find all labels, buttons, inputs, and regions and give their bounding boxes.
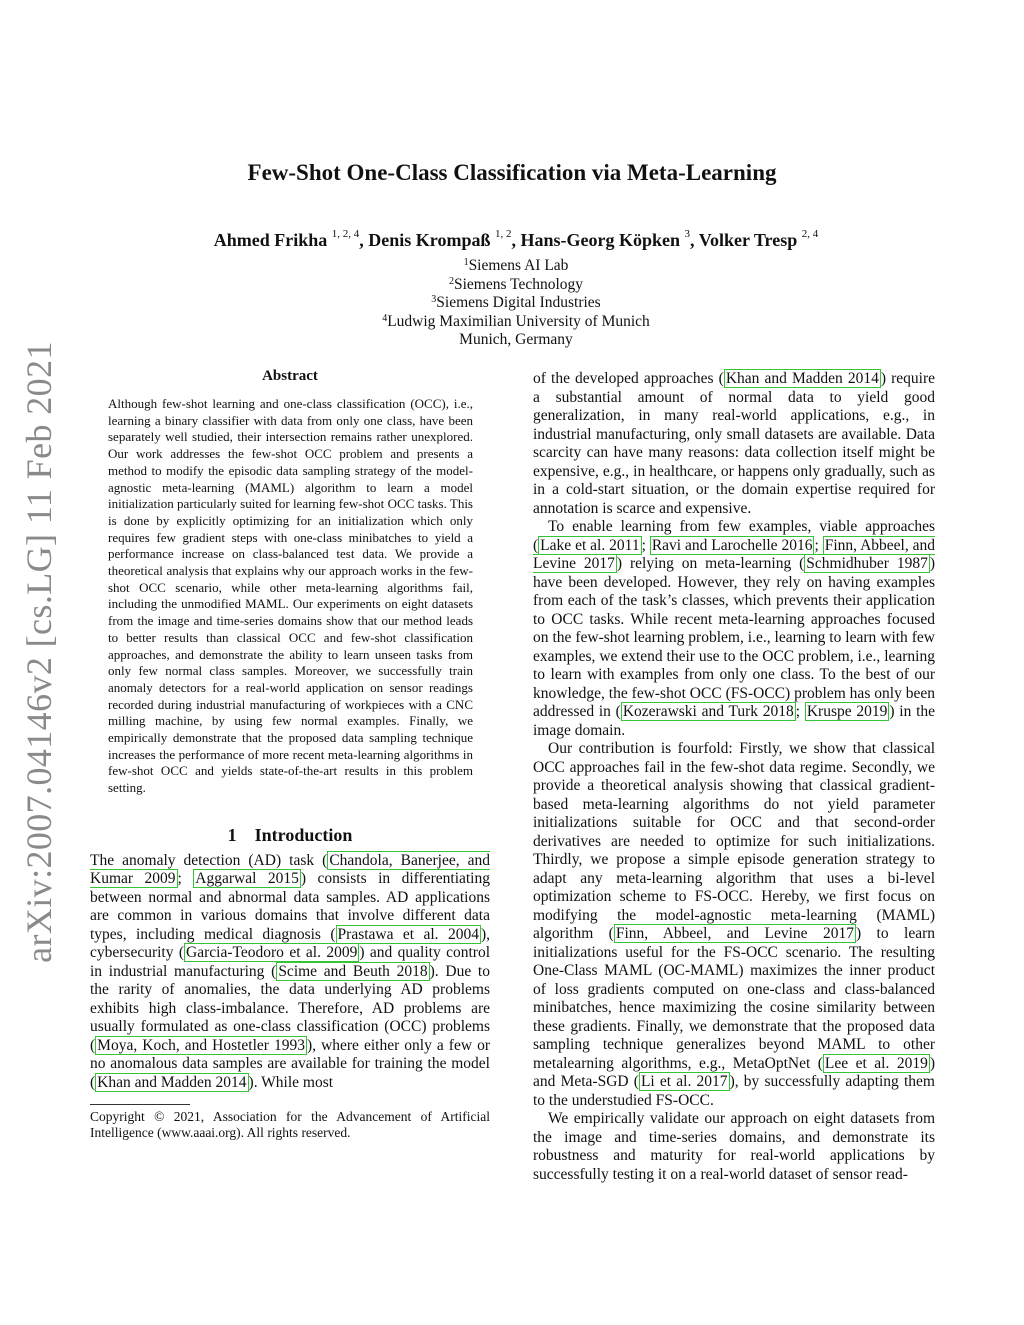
- section-number: 1: [227, 824, 237, 845]
- copyright-footnote: Copyright © 2021, Association for the Advancement of Artificial Intelligence (www.aaai.org). All rights reserved.: [90, 1109, 490, 1141]
- abstract-text: Although few-shot learning and one-class classification (OCC), i.e., learning a binary classifier with data from only one class, have been separately well studied, their intersection remains rather unexplored. Our work addresses the few-shot OCC problem and presents a method to modify the episodic data sampling strategy of the model-agnostic meta-learning (MAML) algorithm to learn a model initialization particularly suited for learning few-shot OCC tasks. This is done by explicitly optimizing for an initialization which only requires few gradient steps with one-class minibatches to yield a performance increase on class-balanced test data. We provide a theoretical analysis that explains why our approach works in the few-shot OCC scenario, while other meta-learning algorithms fail, including the unmodified MAML. Our experiments on eight datasets from the image and time-series domains show that our method leads to better results than classical OCC and few-shot classification approaches, and demonstrate the ability to learn unseen tasks from only few normal class samples. Moreover, we successfully train anomaly detectors for a real-world application on sensor readings recorded during industrial manufacturing of workpieces with a CNC milling machine, by using few normal examples. Finally, we empirically demonstrate that the proposed data sampling technique increases the performance of more recent meta-learning algorithms in few-shot OCC and yields state-of-the-art results in this problem setting.: [108, 396, 473, 796]
- citation-link[interactable]: Ravi and Larochelle 2016: [651, 536, 813, 554]
- affiliation-number: 1: [463, 257, 469, 268]
- intro-paragraph: The anomaly detection (AD) task ( Chandola, Banerjee, and Kumar 2009 ; Aggarwal 2015 ) consists in differentiating between normal and abnormal data samples. AD applications are common in various domains that involve different data types, including medical diagnosis ( Prastawa et al. 2004 ), cybersecurity ( Garcia-Teodoro et al. 2009 ) and quality control in industrial manufacturing ( Scime and Beuth 2018 ). Due to the rarity of anomalies, the data underlying AD problems exhibits high class-imbalance. Therefore, AD problems are usually formulated as one-class classification (OCC) problems ( Moya, Koch, and Hostetler 1993 ), where either only a few or no anomalous data samples are available for training the model ( Khan and Madden 2014 ). While most: [90, 851, 491, 1091]
- right-column: [533, 370, 935, 1184]
- paper-title: Few-Shot One-Class Classification via Meta-Learning: [247, 160, 777, 185]
- affiliation-text: Siemens Technology: [453, 275, 584, 293]
- affiliation-text: Siemens AI Lab: [468, 257, 569, 274]
- author-affiliation-marker: 1, 2: [494, 228, 512, 240]
- author-list: Ahmed Frikha $^{1, 2, 4}$, Denis Krompaß $^{1, 2}$, Hans-Georg Köpken $^3$, Volker Tresp $^{2, 4}$: [213, 228, 819, 250]
- author-name: Volker Tresp: [698, 230, 802, 250]
- body-paragraph: Our contribution is fourfold: Firstly, we show that classical OCC approaches fail in the few-shot data regime. Secondly, we provide a theoretical analysis showing that classical gradient-based meta-learning algorithms do not yield parameter initializations suitable for OCC and that second-order derivatives are needed to optimize for such initializations. Thirdly, we propose a simple episode generation strategy to adapt any meta-learning algorithm that uses a bi-level optimization scheme to FS-OCC. Hereby, we first focus on modifying the model-agnostic meta-learning (MAML) algorithm ( Finn, Abbeel, and Levine 2017 ) to learn initializations useful for the FS-OCC scenario. The resulting One-Class MAML (OC-MAML) maximizes the inner product of loss gradients computed on one-class and class-balanced minibatches, hence maximizing the cosine similarity between these gradients. Finally, we demonstrate that the proposed data sampling technique generalizes beyond MAML to other metalearning algorithms, e.g., MetaOptNet ( Lee et al. 2019 ) and Meta-SGD ( Li et al. 2017 ), by successfully adapting them to the understudied FS-OCC.: [533, 740, 935, 1109]
- affiliation-line: [0, 276, 1024, 295]
- citation-link[interactable]: Chandola, Banerjee, and Kumar 2009: [90, 851, 490, 888]
- footnote-divider: [90, 1104, 190, 1105]
- affiliation-number: 4: [382, 312, 388, 324]
- citation-link[interactable]: Scime and Beuth 2018: [278, 962, 428, 980]
- affiliation-line: [0, 294, 1024, 313]
- citation-link[interactable]: Khan and Madden 2014: [725, 370, 879, 387]
- citation-link[interactable]: Finn, Abbeel, and Levine 2017: [615, 925, 854, 942]
- author-affiliation-marker: 2, 4: [801, 228, 819, 240]
- affiliation-list: [0, 257, 1024, 350]
- affiliation-text: Munich, Germany: [459, 331, 573, 349]
- citation-link[interactable]: Schmidhuber 1987: [806, 555, 928, 572]
- author-affiliation-marker: 3: [684, 228, 690, 240]
- affiliation-line: [0, 313, 1024, 332]
- section-title: Introduction: [254, 824, 353, 845]
- citation-link[interactable]: Prastawa et al. 2004: [337, 925, 479, 943]
- body-paragraph: of the developed approaches ( Khan and Madden 2014 ) require a substantial amount of normal data to yield good generalization, in many real-world applications, e.g., in industrial manufacturing, only small datasets are available. Data scarcity can have many reasons: data collection itself might be expensive, e.g., in healthcare, or happens only gradually, such as in a cold-start situation, or the domain expertise required for annotation is scarce and expensive.: [533, 370, 935, 517]
- affiliation-number: 2: [448, 275, 454, 287]
- abstract-heading: Abstract: [262, 368, 318, 384]
- citation-link[interactable]: Finn, Abbeel, and Levine 2017: [533, 536, 936, 572]
- affiliation-text: Ludwig Maximilian University of Munich: [387, 312, 650, 330]
- author-name: Hans-Georg Köpken: [520, 230, 685, 250]
- citation-link[interactable]: Li et al. 2017: [640, 1073, 728, 1090]
- author-name: Ahmed Frikha: [213, 230, 332, 250]
- affiliation-number: 3: [431, 294, 437, 306]
- body-paragraph: We empirically validate our approach on eight datasets from the image and time-series domains, and demonstrate its robustness and maturity for real-world applications by successfully testing it on a real-world dataset of sensor read-: [533, 1110, 935, 1183]
- section-heading-introduction: [90, 825, 490, 846]
- citation-link[interactable]: Lake et al. 2011: [540, 536, 640, 554]
- citation-link[interactable]: Lee et al. 2019: [824, 1054, 928, 1072]
- affiliation-line: [0, 257, 1024, 276]
- affiliation-line: [0, 331, 1024, 350]
- citation-link[interactable]: Kozerawski and Turk 2018: [622, 703, 794, 720]
- author-name: Denis Krompaß: [368, 230, 495, 250]
- citation-link[interactable]: Kruspe 2019: [806, 703, 888, 720]
- body-paragraph: To enable learning from few examples, viable approaches ( Lake et al. 2011 ; Ravi and Larochelle 2016 ; Finn, Abbeel, and Levine 2017 ) relying on meta-learning ( Schmidhuber 1987 ) have been developed. However, they rely on having examples from each of the task’s classes, which prevents their application to OCC tasks. While recent meta-learning approaches focused on the few-shot learning problem, i.e., learning to learn with few examples, we extend their use to the OCC problem, i.e., learning to learn with examples from only one class. To the best of our knowledge, the few-shot OCC (FS-OCC) problem has only been addressed in ( Kozerawski and Turk 2018 ; Kruspe 2019 ) in the image domain.: [533, 518, 936, 739]
- arxiv-stamp-strip: [14, 0, 64, 1325]
- citation-link[interactable]: Garcia-Teodoro et al. 2009: [186, 944, 358, 962]
- arxiv-stamp: arXiv:2007.04146v2 [cs.LG] 11 Feb 2021: [19, 341, 59, 963]
- citation-link[interactable]: Khan and Madden 2014: [97, 1073, 247, 1091]
- left-column: [90, 368, 490, 1141]
- affiliation-text: Siemens Digital Industries: [436, 294, 601, 312]
- citation-link[interactable]: Moya, Koch, and Hostetler 1993: [97, 1036, 305, 1054]
- author-affiliation-marker: 1, 2, 4: [331, 228, 360, 240]
- citation-link[interactable]: Aggarwal 2015: [195, 870, 299, 888]
